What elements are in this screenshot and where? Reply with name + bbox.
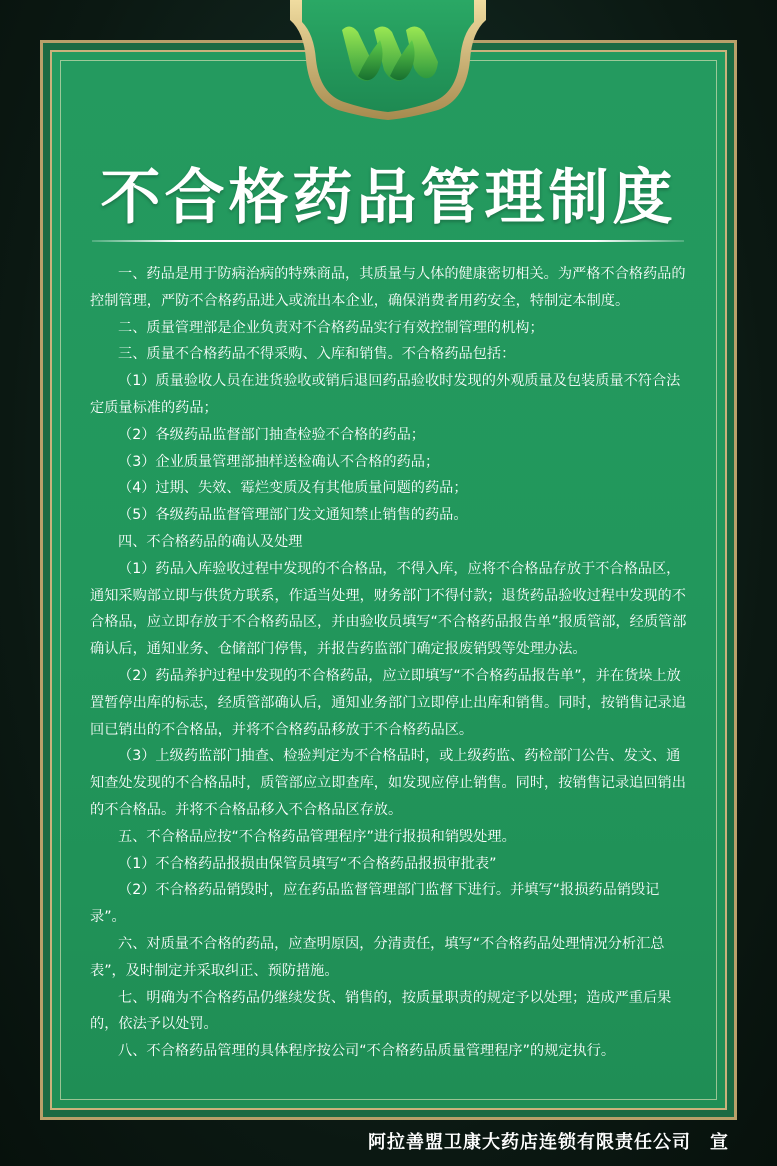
paragraph-3-3: （3）企业质量管理部抽样送检确认不合格的药品； xyxy=(118,453,440,470)
paragraph-6: 六、对质量不合格的药品，应查明原因，分清责任，填写“不合格药品处理情况分析汇总表”，及时制定并采取纠正、预防措施。 xyxy=(90,935,665,979)
paragraph-3-2: （2）各级药品监督部门抽查检验不合格的药品； xyxy=(118,426,425,443)
paragraph-4-3: （3）上级药监部门抽查、检验判定为不合格品时，或上级药监、药检部门公告、发文、通知查处发现的不合格品时，质管部应立即查库，如发现应停止销售。同时，按销售记录追回销出的不合格品。并将不合格品移入不合格品区存放。 xyxy=(90,748,686,818)
paragraph-7: 七、明确为不合格药品仍继续发货、销售的，按质量职责的规定予以处理；造成严重后果的，依法予以处罚。 xyxy=(90,989,672,1033)
paragraph-3-4: （4）过期、失效、霉烂变质及有其他质量问题的药品； xyxy=(118,480,468,497)
issuer-footer: 阿拉善盟卫康大药店连锁有限责任公司 宣 xyxy=(368,1132,729,1153)
paragraph-1: 一、药品是用于防病治病的特殊商品，其质量与人体的健康密切相关。为严格不合格药品的控制管理，严防不合格药品进入或流出本企业，确保消费者用药安全，特制定本制度。 xyxy=(90,266,686,309)
paragraph-3-1: （1）质量验收人员在进货验收或销后退回药品验收时发现的外观质量及包装质量不符合法定质量标准的药品； xyxy=(90,373,681,416)
paragraph-3-5: （5）各级药品监督管理部门发文通知禁止销售的药品。 xyxy=(118,507,468,524)
paragraph-4-1: （1）药品入库验收过程中发现的不合格品，不得入库，应将不合格品存放于不合格品区，通知采购部立即与供货方联系，作适当处理，财务部门不得付款；退货药品验收过程中发现的不合格品，应立即存放于不合格药品区，并由验收员填写“不合格药品报告单”报质管部，经质管部确认后，通知业务、仓储部门停售，并报告药监部门确定报废销毁等处理办法。 xyxy=(90,560,687,658)
paragraph-4-2: （2）药品养护过程中发现的不合格药品，应立即填写“不合格药品报告单”，并在货垛上放置暂停出库的标志，经质管部确认后，通知业务部门立即停止出库和销售。同时，按销售记录追回已销出的不合格品，并将不合格药品移放于不合格药品区。 xyxy=(90,667,686,738)
paragraph-2: 二、质量管理部是企业负责对不合格药品实行有效控制管理的机构； xyxy=(118,319,544,336)
paragraph-3: 三、质量不合格药品不得采购、入库和销售。不合格药品包括： xyxy=(118,346,516,363)
page-title: 不合格药品管理制度 xyxy=(100,163,677,233)
paragraph-5: 五、不合格品应按“不合格药品管理程序”进行报损和销毁处理。 xyxy=(118,828,516,845)
paragraph-5-1: （1）不合格药品报损由保管员填写“不合格药品报损审批表” xyxy=(118,855,497,872)
title-divider xyxy=(92,240,684,242)
paragraph-8: 八、不合格药品管理的具体程序按公司“不合格药品质量管理程序”的规定执行。 xyxy=(118,1043,616,1060)
paragraph-5-2: （2）不合格药品销毁时，应在药品监督管理部门监督下进行。并填写“报损药品销毁记录”。 xyxy=(90,882,660,926)
regulation-text xyxy=(90,261,690,1065)
w-leaf-logo-icon xyxy=(342,26,438,80)
paragraph-4: 四、不合格药品的确认及处理 xyxy=(118,533,303,550)
crest-emblem xyxy=(288,0,488,120)
